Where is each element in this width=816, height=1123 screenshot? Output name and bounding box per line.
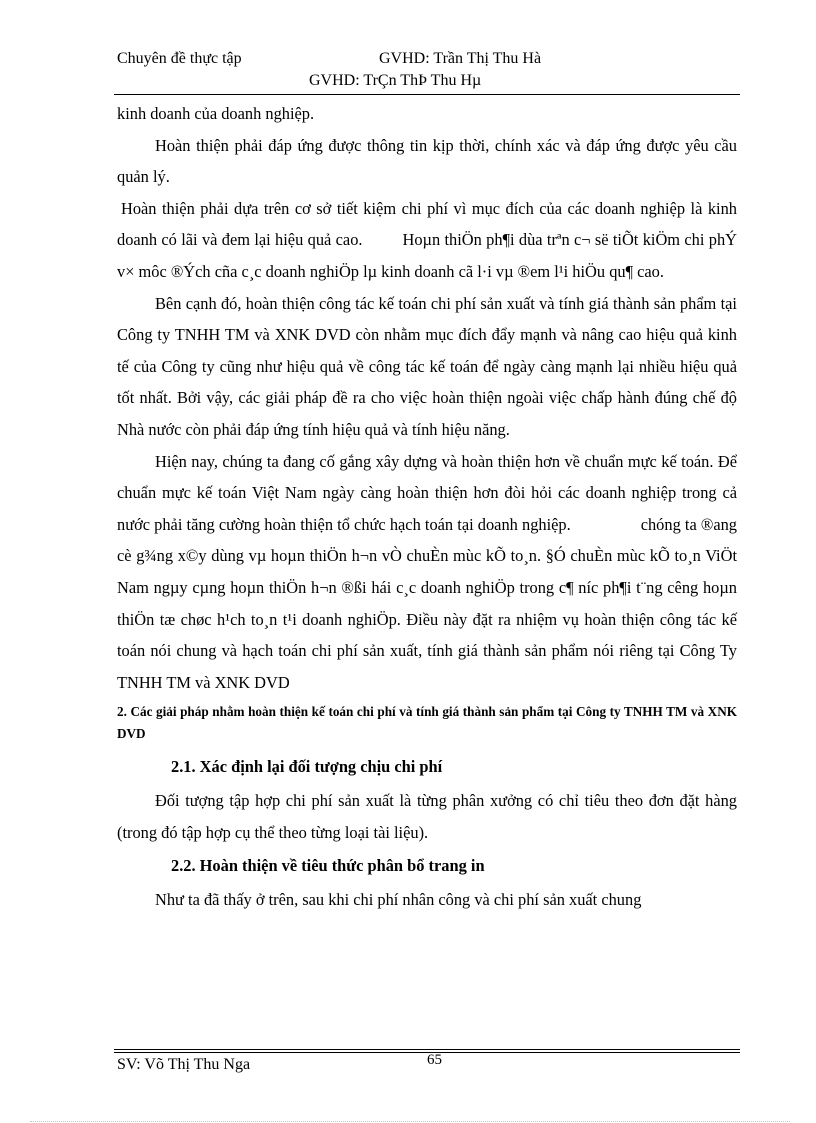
subsection-2-2-heading: 2.2. Hoàn thiện về tiêu thức phân bổ trang in [171,856,485,876]
paragraph-5-tail: Điều này đặt ra nhiệm vụ hoàn thiện công tác kế toán nói chung và hạch toán chi phí sản xuất, tính giá thành sản phẩm nói riêng tại Công Ty TNHH TM và XNK DVD [117,609,737,692]
document-body [117,98,737,916]
section-2-heading: 2. Các giải pháp nhằm hoàn thiện kế toán chi phí và tính giá thành sản phẩm tại Công ty TNHH TM và XNK DVD [117,704,737,742]
paragraph-3 [117,193,737,288]
paragraph-3-legacy: Hoµn thiÖn ph¶i dùa trªn c¬ së tiÕt kiÖm chi phÝ v× môc ®Ých cña c¸c doanh nghiÖp lµ kinh doanh cã l·i vµ ®em l¹i hiÖu qu¶ cao. [117,230,737,281]
header-subject: Chuyên đề thực tập [117,50,242,67]
paragraph-1: kinh doanh của doanh nghiệp. [117,104,315,123]
footer-author: SV: Võ Thị Thu Nga [117,1056,251,1073]
paragraph-5-legacy: chóng ta ®ang cè g¾ng x©y dùng vµ hoµn thiÖn h¬n vÒ chuÈn mùc kÕ to¸n. §Ó chuÈn mùc kÕ to¸n ViÖt Nam ngµy cµng hoµn thiÖn h¬n ®ßi hái c¸c doanh nghiÖp trong c¶ níc ph¶i t¨ng cêng hoµn thiÖn tæ chøc h¹ch to¸n t¹i doanh nghiÖp. [117,514,737,629]
page-number: 65 [427,1052,442,1068]
paragraph-2: Hoàn thiện phải đáp ứng được thông tin kịp thời, chính xác và đáp ứng được yêu cầu quản lý. [117,135,737,187]
paragraph-4: Bên cạnh đó, hoàn thiện công tác kế toán chi phí sản xuất và tính giá thành sản phẩm tại Công ty TNHH TM và XNK DVD còn nhằm mục đích đẩy mạnh và nâng cao hiệu quả kinh tế của Công ty cũng như hiệu quả về công tác kế toán để ngày càng mạnh lại nhiều hiệu quả tốt nhất. Bởi vậy, các giải pháp đề ra cho việc hoàn thiện ngoài việc chấp hành đúng chế độ Nhà nước còn phải đáp ứng tính hiệu quả và tính hiệu năng. [117,293,737,439]
paragraph-6: Đối tượng tập hợp chi phí sản xuất là từng phân xưởng có chỉ tiêu theo đơn đặt hàng (trong đó tập hợp cụ thể theo từng loại tài liệu). [117,791,737,842]
paragraph-7: Như ta đã thấy ở trên, sau khi chi phí nhân công và chi phí sản xuất chung [155,890,642,910]
paragraph-5-unicode: Hiện nay, chúng ta đang cố gắng xây dựng và hoàn thiện hơn về chuẩn mực kế toán. Để chuẩn mực kế toán Việt Nam ngày càng hoàn thiện hơn đòi hỏi các doanh nghiệp trong cả nước phải tăng cường hoàn thiện tổ chức hạch toán tại doanh nghiệp. [117,451,737,534]
header-supervisor: GVHD: Trần Thị Thu Hà [379,50,542,67]
header-rule [114,94,740,95]
subsection-2-1-heading: 2.1. Xác định lại đối tượng chịu chi phí [171,757,443,777]
footer-rule-top [114,1049,740,1050]
paragraph-3-unicode: Hoàn thiện phải dựa trên cơ sở tiết kiệm chi phí vì mục đích của các doanh nghiệp là kinh doanh có lãi và đem lại hiệu quả cao. [117,198,737,250]
header-supervisor-legacy: GVHD: TrÇn ThÞ Thu Hµ [309,72,482,89]
paragraph-5 [117,446,737,699]
page-boundary [30,1121,790,1122]
